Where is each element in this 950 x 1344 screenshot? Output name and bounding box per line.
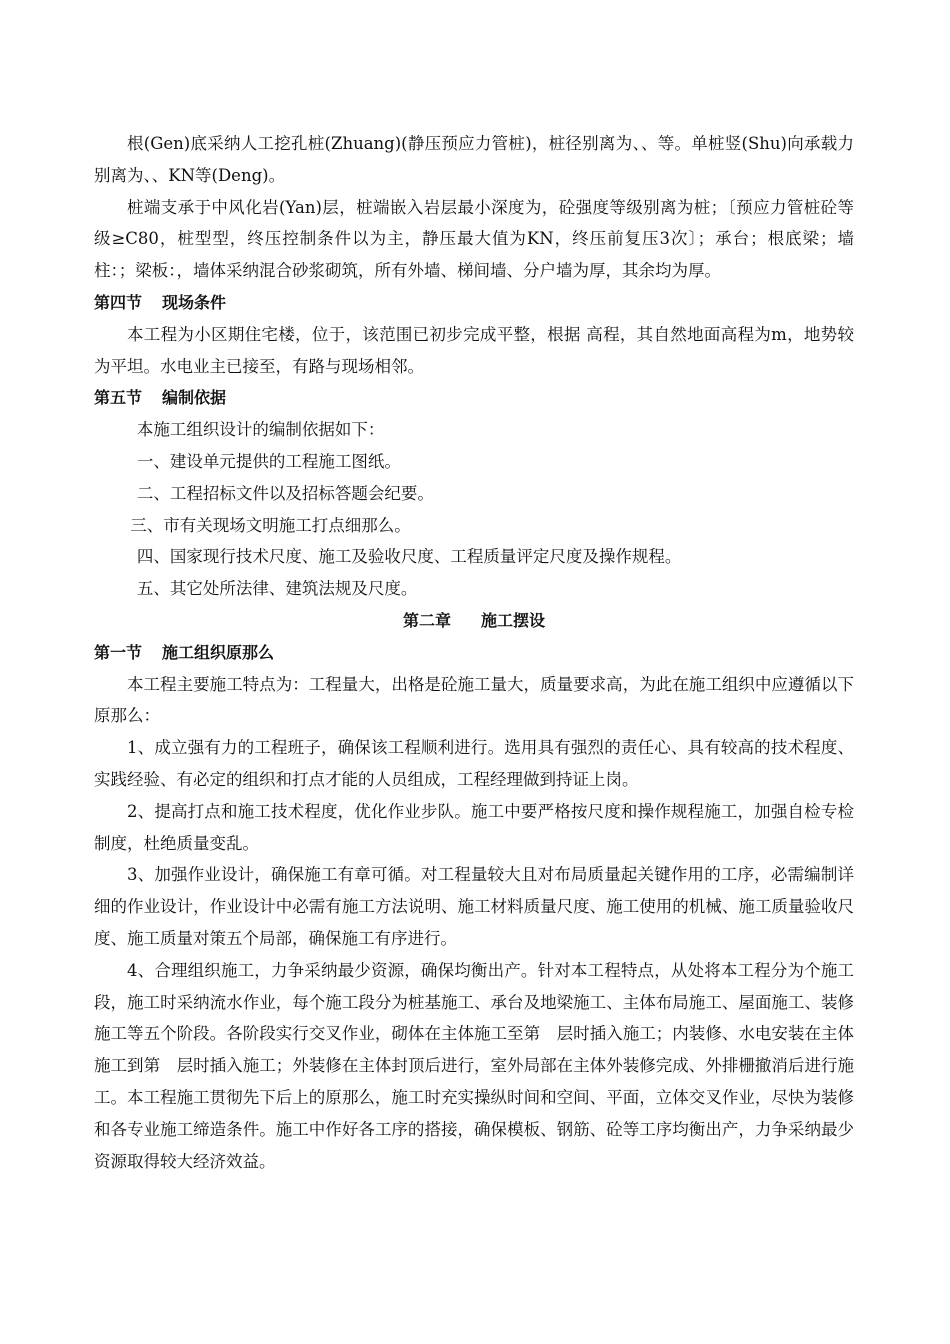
section-number: 第四节 bbox=[94, 292, 143, 312]
document-body bbox=[94, 128, 854, 1177]
paragraph: 3、加强作业设计，确保施工有章可循。对工程量较大且对布局质量起关键作用的工序，必需编制详细的作业设计，作业设计中必需有施工方法说明、施工材料质量尺度、施工使用的机械、施工质量验收尺度、施工质量对策五个局部，确保施工有序进行。 bbox=[94, 865, 854, 948]
paragraph: 本工程主要施工特点为：工程量大，出格是砼施工量大，质量要求高，为此在施工组织中应遵循以下原那么： bbox=[94, 674, 854, 726]
section-title: 现场条件 bbox=[162, 292, 227, 312]
section-number: 第五节 bbox=[94, 388, 143, 408]
section-title: 施工组织原那么 bbox=[162, 642, 275, 662]
paragraph: 根(Gen)底采纳人工挖孔桩(Zhuang)(静压预应力管桩)，桩径别离为、、等。单桩竖(Shu)向承载力别离为、、KN等(Deng)。 bbox=[94, 134, 854, 185]
paragraph: 二、工程招标文件以及招标答题会纪要。 bbox=[136, 483, 434, 503]
paragraph: 一、建设单元提供的工程施工图纸。 bbox=[136, 451, 401, 471]
section-title: 编制依据 bbox=[162, 388, 227, 408]
chapter-number: 第二章 bbox=[402, 610, 451, 630]
section-heading bbox=[94, 382, 854, 414]
paragraph: 2、提高打点和施工技术程度，优化作业步队。施工中要严格按尺度和操作规程施工，加强自检专检制度，杜绝质量变乱。 bbox=[94, 801, 854, 853]
chapter-heading bbox=[94, 605, 854, 637]
paragraph: 五、其它处所法律、建筑法规及尺度。 bbox=[136, 579, 418, 599]
paragraph: 4、合理组织施工，力争采纳最少资源，确保均衡出产。针对本工程特点，从处将本工程分为个施工段，施工时采纳流水作业，每个施工段分为桩基施工、承台及地梁施工、主体布局施工、屋面施工、装修施工等五个阶段。各阶段实行交叉作业，砌体在主体施工至第 层时插入施工；内装修、水电安装在主体施工到第 层时插入施工；外装修在主体封顶后进行，室外局部在主体外装修完成、外排栅撤消后进行施工。本工程施工贯彻先下后上的原那么，施工时充实操纵时间和空间、平面，立体交叉作业，尽快为装修和各专业施工缔造条件。施工中作好各工序的搭接，确保模板、钢筋、砼等工序均衡出产，力争采纳最少资源取得较大经济效益。 bbox=[94, 960, 854, 1171]
chapter-title: 施工摆设 bbox=[481, 610, 546, 630]
paragraph: 桩端支承于中风化岩(Yan)层，桩端嵌入岩层最小深度为，砼强度等级别离为桩；〔预应力管桩砼等级≥C80，桩型型，终压控制条件以为主，静压最大值为KN，终压前复压3次〕；承台；根底梁；墙柱：；梁板：，墙体采纳混合砂浆砌筑，所有外墙、梯间墙、分户墙为厚，其余均为厚。 bbox=[94, 197, 854, 281]
paragraph: 四、国家现行技术尺度、施工及验收尺度、工程质量评定尺度及操作规程。 bbox=[136, 547, 682, 567]
section-heading bbox=[94, 287, 854, 319]
paragraph: 本施工组织设计的编制依据如下： bbox=[136, 420, 385, 440]
paragraph: 本工程为小区期住宅楼，位于，该范围已初步完成平整，根据 高程，其自然地面高程为m，地势较为平坦。水电业主已接至，有路与现场相邻。 bbox=[94, 324, 854, 376]
section-heading bbox=[94, 637, 854, 669]
section-number: 第一节 bbox=[94, 642, 143, 662]
paragraph: 三、市有关现场文明施工打点细那么。 bbox=[130, 515, 411, 535]
paragraph: 1、成立强有力的工程班子，确保该工程顺利进行。选用具有强烈的责任心、具有较高的技术程度、实践经验、有必定的组织和打点才能的人员组成，工程经理做到持证上岗。 bbox=[94, 738, 854, 789]
